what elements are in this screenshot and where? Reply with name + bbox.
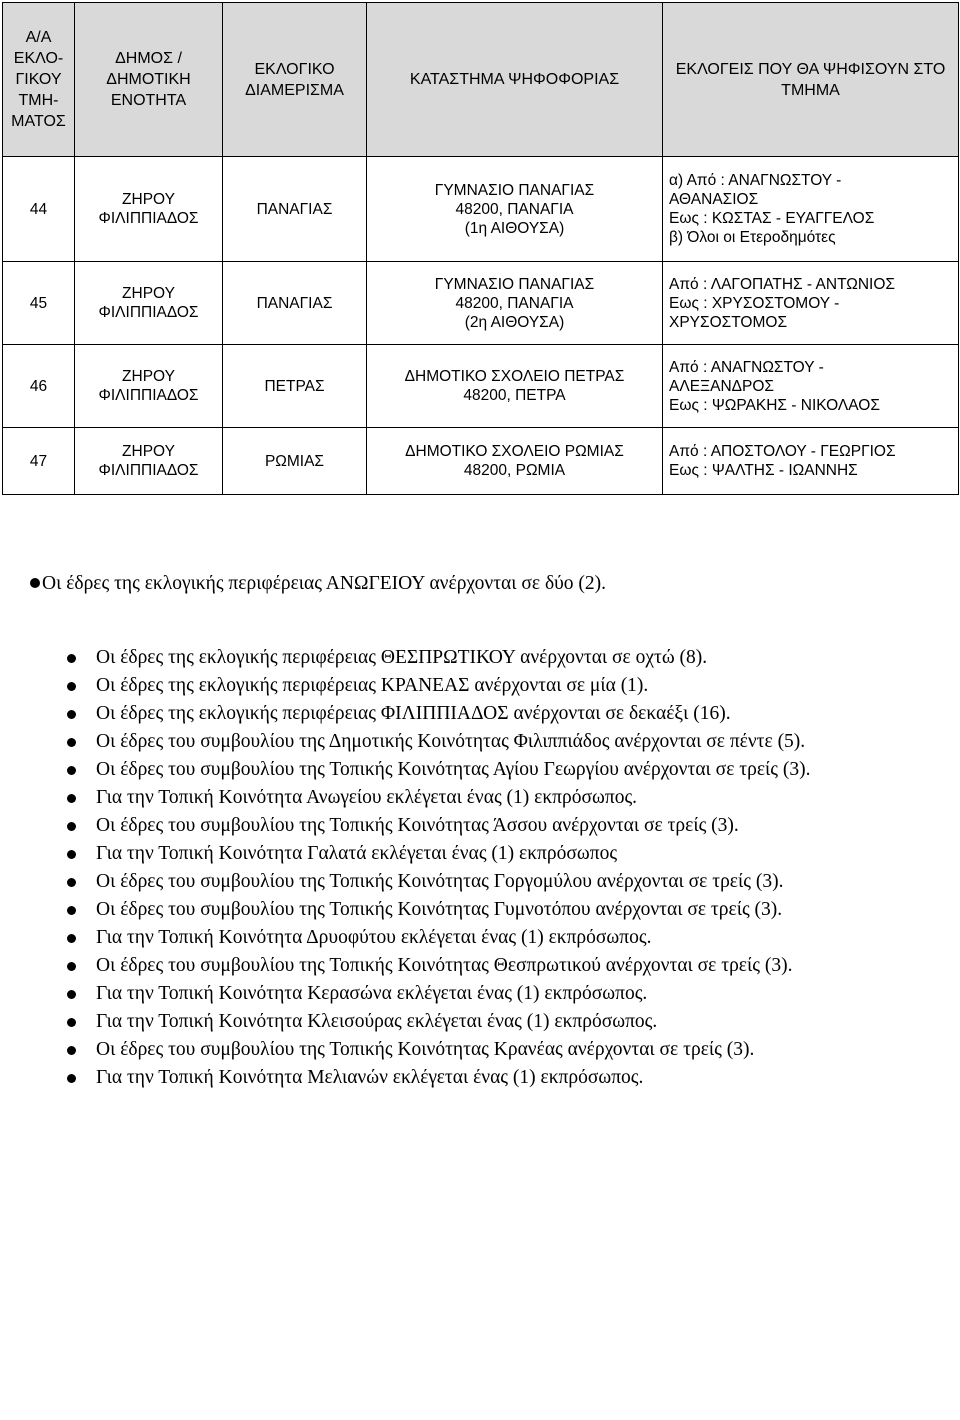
list-item — [96, 842, 934, 866]
bullet-dot-icon — [67, 654, 76, 663]
bullet-dot-icon — [30, 578, 40, 588]
first-statement-text: Οι έδρες της εκλογικής περιφέρειας ΑΝΩΓΕΙΟΥ ανέρχονται σε δύο (2). — [42, 573, 607, 594]
list-item — [96, 926, 934, 950]
cell-station: ΓΥΜΝΑΣΙΟ ΠΑΝΑΓΙΑΣ 48200, ΠΑΝΑΓΙΑ (1η ΑΙΘΟΥΣΑ) — [367, 157, 663, 262]
table-row — [3, 157, 959, 262]
cell-district: ΠΕΤΡΑΣ — [223, 345, 367, 428]
list-item — [96, 646, 934, 670]
list-item — [96, 814, 934, 838]
list-item — [96, 1066, 934, 1090]
bullet-dot-icon — [67, 710, 76, 719]
list-item-text: Για την Τοπική Κοινότητα Μελιανών εκλέγεται ένας (1) εκπρόσωπος. — [96, 1067, 644, 1088]
list-item — [96, 982, 934, 1006]
header-municipality: ΔΗΜΟΣ / ΔΗΜΟΤΙΚΗ ΕΝΟΤΗΤΑ — [75, 3, 223, 157]
cell-number: 44 — [3, 157, 75, 262]
bullet-dot-icon — [67, 1018, 76, 1027]
bullet-list — [0, 646, 960, 1094]
list-item — [96, 1010, 934, 1034]
list-item-text: Οι έδρες της εκλογικής περιφέρειας ΚΡΑΝΕΑΣ ανέρχονται σε μία (1). — [96, 675, 649, 696]
cell-station: ΓΥΜΝΑΣΙΟ ΠΑΝΑΓΙΑΣ 48200, ΠΑΝΑΓΙΑ (2η ΑΙΘΟΥΣΑ) — [367, 262, 663, 345]
list-item-text: Για την Τοπική Κοινότητα Δρυοφύτου εκλέγεται ένας (1) εκπρόσωπος. — [96, 927, 652, 948]
cell-district: ΠΑΝΑΓΙΑΣ — [223, 157, 367, 262]
bullet-dot-icon — [67, 850, 76, 859]
list-item-text: Οι έδρες του συμβουλίου της Τοπικής Κοινότητας Θεσπρωτικού ανέρχονται σε τρείς (3). — [96, 955, 793, 976]
table-header-row — [3, 3, 959, 157]
list-item-text: Οι έδρες της εκλογικής περιφέρειας ΘΕΣΠΡΩΤΙΚΟΥ ανέρχονται σε οχτώ (8). — [96, 647, 708, 668]
bullet-dot-icon — [67, 822, 76, 831]
bullet-dot-icon — [67, 766, 76, 775]
cell-station: ΔΗΜΟΤΙΚΟ ΣΧΟΛΕΙΟ ΠΕΤΡΑΣ 48200, ΠΕΤΡΑ — [367, 345, 663, 428]
list-item — [96, 954, 934, 978]
list-item-text: Για την Τοπική Κοινότητα Κερασώνα εκλέγεται ένας (1) εκπρόσωπος. — [96, 983, 648, 1004]
list-item-text: Για την Τοπική Κοινότητα Κλεισούρας εκλέγεται ένας (1) εκπρόσωπος. — [96, 1011, 658, 1032]
header-electoral-district: ΕΚΛΟΓΙΚΟ ΔΙΑΜΕΡΙΣΜΑ — [223, 3, 367, 157]
list-item — [96, 758, 934, 782]
list-item — [96, 786, 934, 810]
cell-number: 47 — [3, 428, 75, 495]
cell-municipality: ΖΗΡΟΥ ΦΙΛΙΠΠΙΑΔΟΣ — [75, 262, 223, 345]
cell-number: 46 — [3, 345, 75, 428]
bullet-dot-icon — [67, 990, 76, 999]
list-item — [96, 1038, 934, 1062]
table-row — [3, 345, 959, 428]
list-item — [96, 898, 934, 922]
cell-district: ΡΩΜΙΑΣ — [223, 428, 367, 495]
bullet-dot-icon — [67, 794, 76, 803]
list-item — [96, 674, 934, 698]
list-item-text: Οι έδρες του συμβουλίου της Τοπικής Κοινότητας Αγίου Γεωργίου ανέρχονται σε τρείς (3). — [96, 759, 811, 780]
list-item-text: Οι έδρες της εκλογικής περιφέρειας ΦΙΛΙΠΠΙΑΔΟΣ ανέρχονται σε δεκαέξι (16). — [96, 703, 731, 724]
bullet-dot-icon — [67, 962, 76, 971]
cell-station: ΔΗΜΟΤΙΚΟ ΣΧΟΛΕΙΟ ΡΩΜΙΑΣ 48200, ΡΩΜΙΑ — [367, 428, 663, 495]
list-item-text: Οι έδρες του συμβουλίου της Τοπικής Κοινότητας Άσσου ανέρχονται σε τρείς (3). — [96, 815, 739, 836]
list-item-text: Οι έδρες του συμβουλίου της Τοπικής Κοινότητας Γυμνοτόπου ανέρχονται σε τρείς (3). — [96, 899, 783, 920]
table-row — [3, 428, 959, 495]
list-item — [96, 702, 934, 726]
cell-municipality: ΖΗΡΟΥ ΦΙΛΙΠΠΙΑΔΟΣ — [75, 345, 223, 428]
list-item-text: Οι έδρες του συμβουλίου της Τοπικής Κοινότητας Κρανέας ανέρχονται σε τρείς (3). — [96, 1039, 755, 1060]
polling-stations-table — [2, 2, 959, 495]
header-voters: ΕΚΛΟΓΕΙΣ ΠΟΥ ΘΑ ΨΗΦΙΣΟΥΝ ΣΤΟ ΤΜΗΜΑ — [663, 3, 959, 157]
cell-municipality: ΖΗΡΟΥ ΦΙΛΙΠΠΙΑΔΟΣ — [75, 428, 223, 495]
header-section-number: Α/Α ΕΚΛΟ-ΓΙΚΟΥ ΤΜΗ-ΜΑΤΟΣ — [3, 3, 75, 157]
list-item-text: Για την Τοπική Κοινότητα Ανωγείου εκλέγεται ένας (1) εκπρόσωπος. — [96, 787, 638, 808]
list-item-text: Οι έδρες του συμβουλίου της Τοπικής Κοινότητας Γοργομύλου ανέρχονται σε τρείς (3). — [96, 871, 784, 892]
list-item-text: Για την Τοπική Κοινότητα Γαλατά εκλέγεται ένας (1) εκπρόσωπος — [96, 843, 618, 864]
bullet-dot-icon — [67, 934, 76, 943]
cell-number: 45 — [3, 262, 75, 345]
bullet-dot-icon — [67, 1046, 76, 1055]
cell-voters: Από : ΑΠΟΣΤΟΛΟΥ - ΓΕΩΡΓΙΟΣ Εως : ΨΑΛΤΗΣ - ΙΩΑΝΝΗΣ — [663, 428, 959, 495]
first-statement — [30, 572, 950, 596]
list-item-text: Οι έδρες του συμβουλίου της Δημοτικής Κοινότητας Φιλιππιάδος ανέρχονται σε πέντε (5). — [96, 731, 806, 752]
bullet-dot-icon — [67, 906, 76, 915]
cell-voters: Από : ΑΝΑΓΝΩΣΤΟΥ - ΑΛΕΞΑΝΔΡΟΣ Εως : ΨΩΡΑΚΗΣ - ΝΙΚΟΛΑΟΣ — [663, 345, 959, 428]
cell-municipality: ΖΗΡΟΥ ΦΙΛΙΠΠΙΑΔΟΣ — [75, 157, 223, 262]
cell-voters: α) Από : ΑΝΑΓΝΩΣΤΟΥ - ΑΘΑΝΑΣΙΟΣ Εως : ΚΩΣΤΑΣ - ΕΥΑΓΓΕΛΟΣ β) Όλοι οι Ετεροδημότες — [663, 157, 959, 262]
bullet-dot-icon — [67, 738, 76, 747]
bullet-dot-icon — [67, 1074, 76, 1083]
table-row — [3, 262, 959, 345]
list-item — [96, 730, 934, 754]
header-polling-station: ΚΑΤΑΣΤΗΜΑ ΨΗΦΟΦΟΡΙΑΣ — [367, 3, 663, 157]
list-item — [96, 870, 934, 894]
cell-district: ΠΑΝΑΓΙΑΣ — [223, 262, 367, 345]
cell-voters: Από : ΛΑΓΟΠΑΤΗΣ - ΑΝΤΩΝΙΟΣ Εως : ΧΡΥΣΟΣΤΟΜΟΥ - ΧΡΥΣΟΣΤΟΜΟΣ — [663, 262, 959, 345]
bullet-dot-icon — [67, 682, 76, 691]
bullet-dot-icon — [67, 878, 76, 887]
